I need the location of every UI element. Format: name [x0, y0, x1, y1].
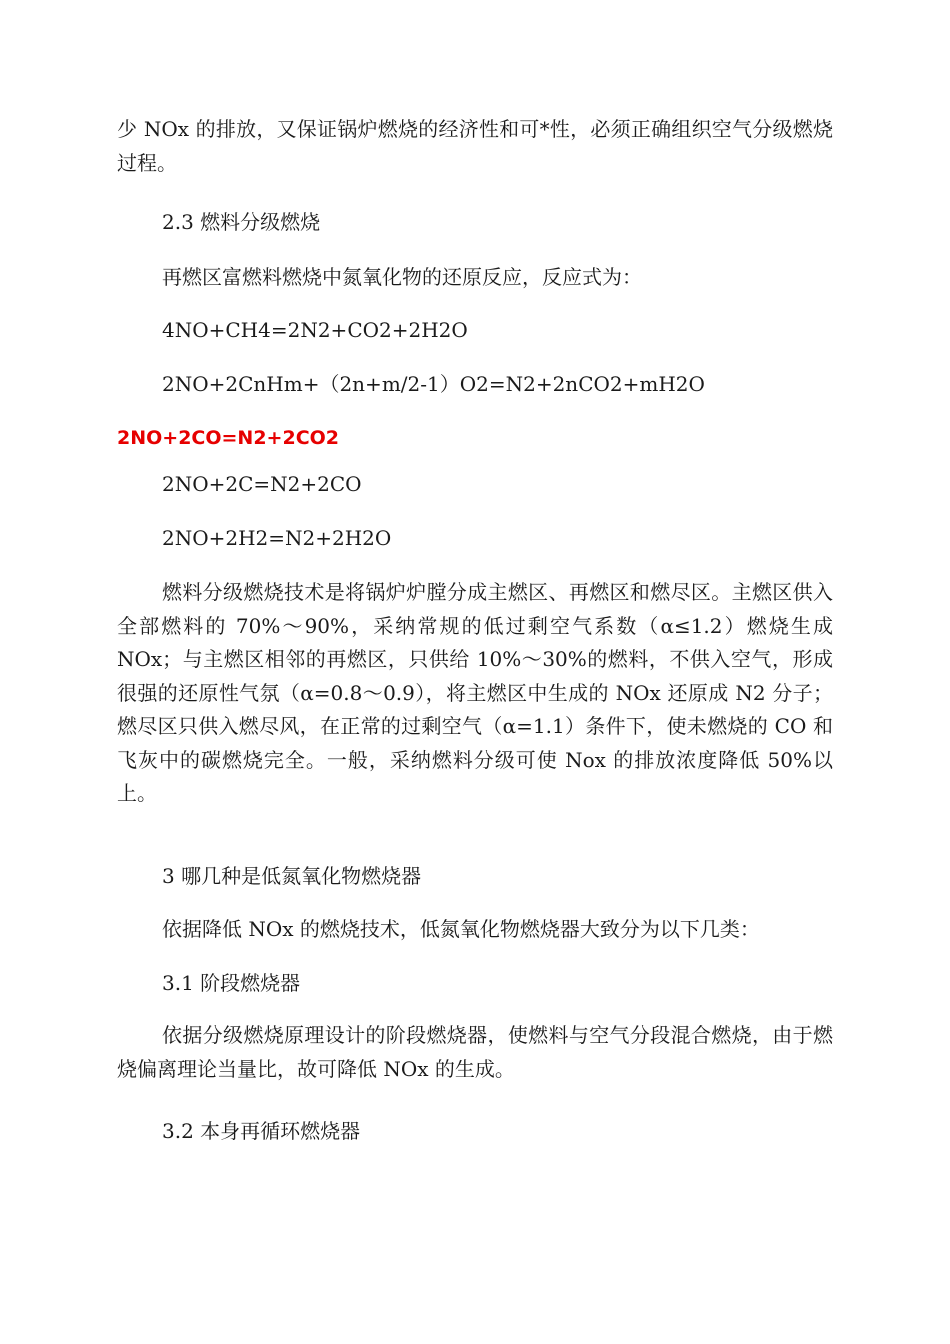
formula-ch4: 4NO+CH4=2N2+CO2+2H2O [162, 318, 468, 342]
heading-3-2: 3.2 本身再循环燃烧器 [162, 1119, 361, 1143]
paragraph-fuel-staging: 燃料分级燃烧技术是将锅炉炉膛分成主燃区、再燃区和燃尽区。主燃区供入全部燃料的 70%～90%，采纳常规的低过剩空气系数（α≤1.2）燃烧生成 NOx；与主燃区相邻的再燃区，只供给 10%～30%的燃料，不供入空气，形成很强的还原性气氛（α=0.8～0.9），将主燃区中生成的 NOx 还原成 N2 分子；燃尽区只供入燃尽风，在正常的过剩空气（α=1.1）条件下，使未燃烧的 CO 和飞灰中的碳燃烧完全。一般，采纳燃料分级可使 Nox 的排放浓度降低 50%以上。 [117, 580, 833, 805]
heading-2-3: 2.3 燃料分级燃烧 [162, 210, 321, 234]
formula-c: 2NO+2C=N2+2CO [162, 472, 362, 496]
formula-co-highlight: 2NO+2CO=N2+2CO2 [117, 427, 340, 449]
heading-3-1: 3.1 阶段燃烧器 [162, 971, 301, 995]
formula-cnhm: 2NO+2CnHm+（2n+m/2-1）O2=N2+2nCO2+mH2O [162, 372, 705, 396]
paragraph-intro: 少 NOx 的排放，又保证锅炉燃烧的经济性和可*性，必须正确组织空气分级燃烧过程。 [117, 117, 833, 175]
paragraph-reburn-intro: 再燃区富燃料燃烧中氮氧化物的还原反应，反应式为： [162, 265, 642, 289]
formula-h2: 2NO+2H2=N2+2H2O [162, 526, 392, 550]
paragraph-burner-types: 依据降低 NOx 的燃烧技术，低氮氧化物燃烧器大致分为以下几类： [162, 917, 760, 941]
heading-3: 3 哪几种是低氮氧化物燃烧器 [162, 864, 422, 888]
paragraph-stage-burner: 依据分级燃烧原理设计的阶段燃烧器，使燃料与空气分段混合燃烧，由于燃烧偏离理论当量比，故可降低 NOx 的生成。 [117, 1023, 833, 1081]
